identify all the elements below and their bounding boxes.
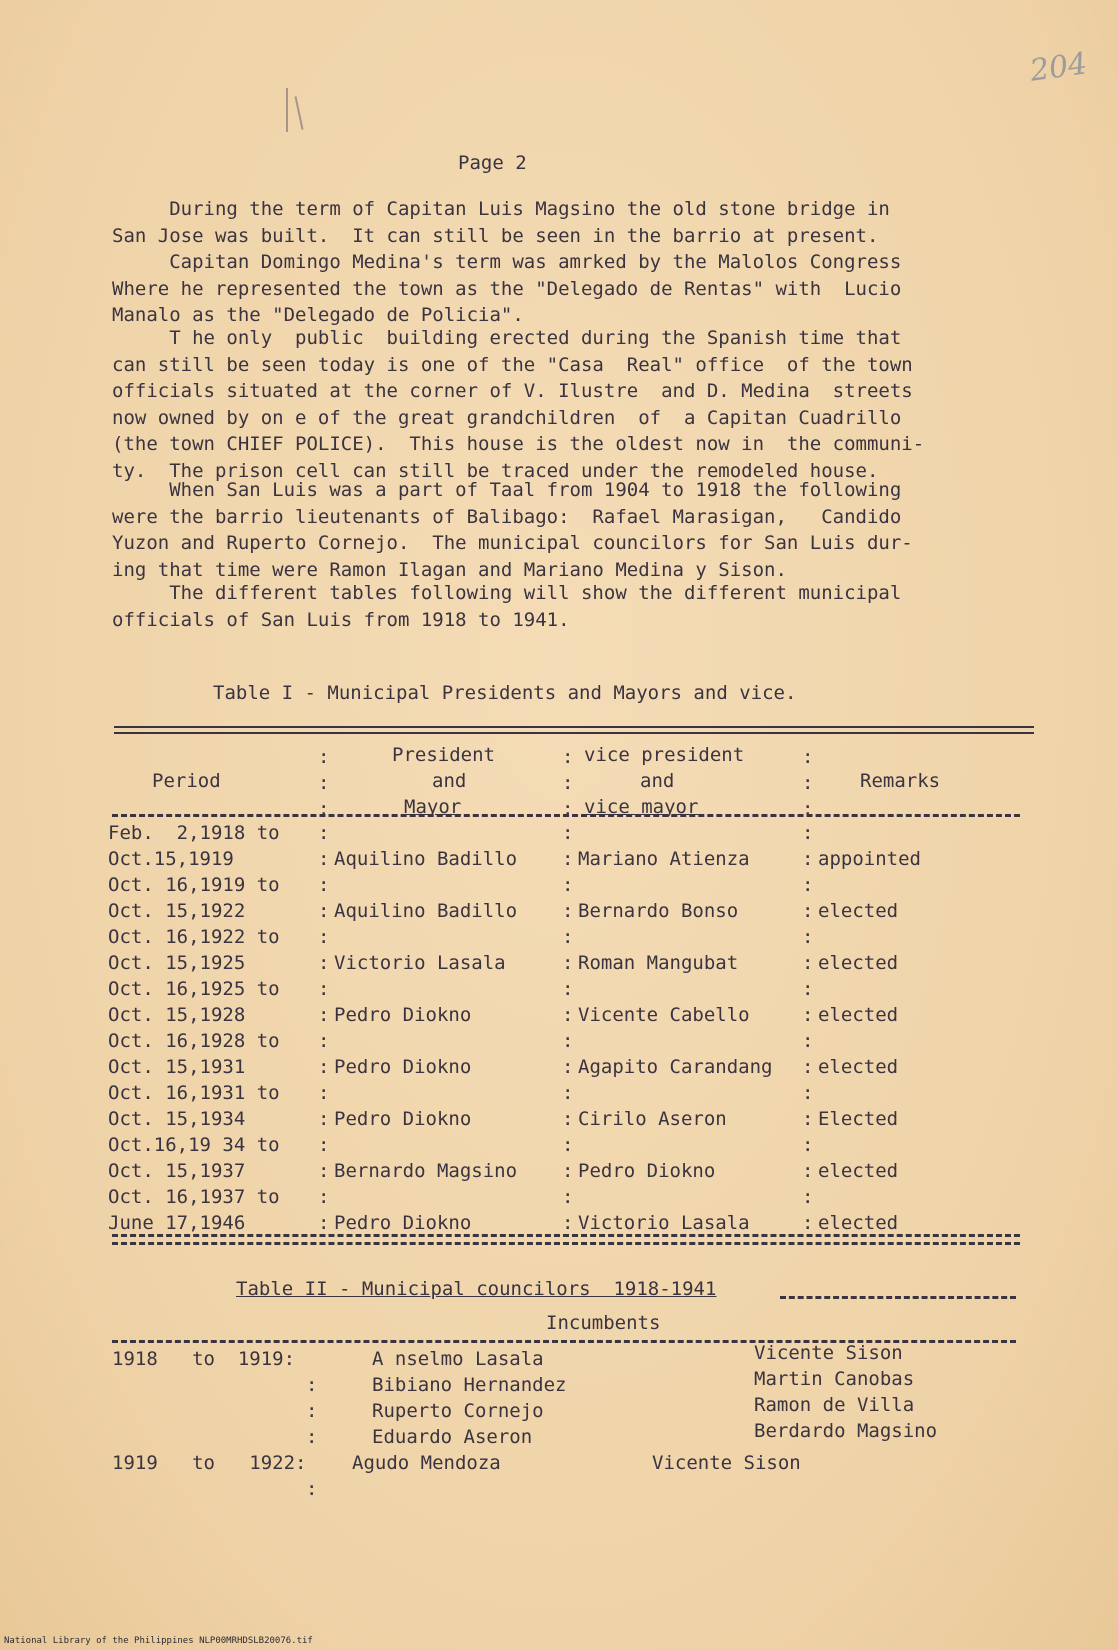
table2-header: Incumbents <box>546 1312 661 1334</box>
period-from-cell: Oct. 16,1922 to <box>108 926 280 948</box>
period-from-cell: Oct.16,19 34 to <box>108 1134 280 1156</box>
vice-cell: Mariano Atienza <box>578 848 750 870</box>
remarks-cell: elected <box>818 1160 899 1182</box>
page-title: Page 2 <box>458 152 527 174</box>
table1-top-rule <box>114 726 1034 728</box>
period-from-cell: Feb. 2,1918 to <box>108 822 280 844</box>
pencil-mark <box>294 96 303 130</box>
paragraph-taal: When San Luis was a part of Taal from 1904 to 1918 the following were the barrio lieutenants of Balibago: Rafael Marasigan, Candido Yuzon and Ruperto Cornejo. The municipal councilors for San Luis dur- ing that time were Ramon Ilagan and Mariano Medina y Sison. <box>112 479 913 581</box>
table1-header-president-and: and <box>432 770 467 792</box>
table1-header-remarks: Remarks <box>860 770 941 792</box>
table1-separator: : <box>802 900 814 922</box>
table1-separator: : <box>802 1004 814 1026</box>
pencil-mark <box>286 88 288 132</box>
councilor-period: 1919 to 1922: <box>112 1452 307 1474</box>
table1-separator: : <box>562 1108 574 1130</box>
table1-separator: : <box>562 848 574 870</box>
table1-header-vice-mayor: vice mayor <box>584 796 699 818</box>
period-to-cell: Oct. 15,1928 <box>108 1004 246 1026</box>
table1-separator: : <box>318 1108 330 1130</box>
councilor-name: Berdardo Magsino <box>754 1420 938 1442</box>
period-from-cell: Oct. 16,1928 to <box>108 1030 280 1052</box>
president-cell: Bernardo Magsino <box>334 1160 518 1182</box>
table1-separator: : <box>802 1030 814 1052</box>
president-cell: Pedro Diokno <box>334 1004 472 1026</box>
vice-cell: Pedro Diokno <box>578 1160 716 1182</box>
table1-separator: : <box>562 1134 574 1156</box>
paragraph-tables-intro: The different tables following will show the different municipal officials of San Luis from 1918 to 1941. <box>112 582 902 631</box>
period-from-cell: Oct. 16,1931 to <box>108 1082 280 1104</box>
table2-separator: : <box>306 1374 318 1396</box>
remarks-cell: Elected <box>818 1108 899 1130</box>
table1-separator: : <box>562 1082 574 1104</box>
president-cell: Pedro Diokno <box>334 1212 472 1234</box>
table1-separator: : : : <box>318 746 330 820</box>
table1-top-rule <box>114 732 1034 734</box>
councilor-name: Eduardo Aseron <box>372 1426 533 1448</box>
table1-separator: : <box>802 926 814 948</box>
councilor-name: Vicente Sison <box>652 1452 801 1474</box>
vice-cell: Victorio Lasala <box>578 1212 750 1234</box>
table1-separator: : <box>318 1160 330 1182</box>
vice-cell: Roman Mangubat <box>578 952 739 974</box>
paragraph-bridge: During the term of Capitan Luis Magsino the old stone bridge in San Jose was built. It can still be seen in the barrio at present. <box>112 198 890 247</box>
table1-separator: : <box>318 874 330 896</box>
table1-separator: : <box>562 926 574 948</box>
period-to-cell: Oct. 15,1931 <box>108 1056 246 1078</box>
table2-separator: : <box>306 1426 318 1448</box>
table1-separator: : <box>802 978 814 1000</box>
archive-footer: National Library of the Philippines NLP00MRHDSLB20076.tif <box>4 1636 313 1646</box>
vice-cell: Agapito Carandang <box>578 1056 773 1078</box>
period-from-cell: Oct. 16,1925 to <box>108 978 280 1000</box>
table1-separator: : <box>802 952 814 974</box>
table1-separator: : <box>562 900 574 922</box>
table1-caption: Table I - Municipal Presidents and Mayors and vice. <box>213 682 797 704</box>
table1-header-president: President <box>392 744 495 766</box>
councilor-name: Ruperto Cornejo <box>372 1400 544 1422</box>
period-from-cell: Oct. 16,1937 to <box>108 1186 280 1208</box>
table1-header-mayor: Mayor <box>404 796 462 818</box>
table1-separator: : <box>318 1082 330 1104</box>
paragraph-casa-real: T he only public building erected during the Spanish time that can still be seen today is one of the "Casa Real" office of the town officials situated at the corner of V. Ilustre and D. Medina streets now owned by on e of the great grandchildren of a Capitan Cuadrillo (the town CHIEF POLICE). This house is the oldest now in the communi- ty. The prison cell can still be traced under the remodeled house. <box>112 327 925 482</box>
remarks-cell: elected <box>818 1212 899 1234</box>
vice-cell: Bernardo Bonso <box>578 900 739 922</box>
vice-cell: Cirilo Aseron <box>578 1108 727 1130</box>
paragraph-medina: Capitan Domingo Medina's term was amrked by the Malolos Congress Where he represented the town as the "Delegado de Rentas" with Lucio Manalo as the "Delegado de Policia". <box>112 251 902 327</box>
remarks-cell: appointed <box>818 848 921 870</box>
table1-separator: : <box>318 1212 330 1234</box>
councilor-name: A nselmo Lasala <box>372 1348 544 1370</box>
table1-separator: : <box>562 874 574 896</box>
councilor-name: Vicente Sison <box>754 1342 903 1364</box>
table1-separator: : <box>318 822 330 844</box>
table1-separator: : <box>802 848 814 870</box>
period-to-cell: Oct. 15,1937 <box>108 1160 246 1182</box>
table1-separator: : <box>318 900 330 922</box>
councilor-name: Agudo Mendoza <box>352 1452 501 1474</box>
table1-separator: : <box>802 1082 814 1104</box>
table1-separator: : <box>802 874 814 896</box>
table1-separator: : <box>318 1186 330 1208</box>
table1-header-vice: vice president <box>584 744 745 766</box>
remarks-cell: elected <box>818 1004 899 1026</box>
councilor-name: Martin Canobas <box>754 1368 915 1390</box>
table1-separator: : : : <box>562 746 574 820</box>
table1-separator: : <box>562 1004 574 1026</box>
table1-separator: : <box>802 822 814 844</box>
table1-separator: : <box>562 822 574 844</box>
table1-separator: : <box>802 1108 814 1130</box>
period-to-cell: Oct. 15,1925 <box>108 952 246 974</box>
table1-separator: : <box>802 1212 814 1234</box>
table1-header-vice-and: and <box>640 770 675 792</box>
table2-caption: Table II - Municipal councilors 1918-1941 <box>236 1278 717 1300</box>
table1-separator: : <box>562 1160 574 1182</box>
president-cell: Aquilino Badillo <box>334 848 518 870</box>
table1-separator: : <box>562 1212 574 1234</box>
period-to-cell: Oct. 15,1922 <box>108 900 246 922</box>
table1-separator: : <box>802 1186 814 1208</box>
table1-separator: : <box>802 1160 814 1182</box>
table1-header-rule <box>112 814 1020 817</box>
president-cell: Aquilino Badillo <box>334 900 518 922</box>
table1-bottom-rule <box>112 1234 1020 1237</box>
president-cell: Victorio Lasala <box>334 952 506 974</box>
table1-separator: : <box>318 1030 330 1052</box>
table2-separator: : <box>306 1400 318 1422</box>
table2-caption-rule <box>780 1296 1016 1299</box>
president-cell: Pedro Diokno <box>334 1056 472 1078</box>
period-to-cell: Oct. 15,1934 <box>108 1108 246 1130</box>
period-from-cell: Oct. 16,1919 to <box>108 874 280 896</box>
folio-number: 204 <box>1027 46 1090 89</box>
table1-separator: : <box>562 1186 574 1208</box>
remarks-cell: elected <box>818 1056 899 1078</box>
period-to-cell: June 17,1946 <box>108 1212 246 1234</box>
table1-header-period: Period <box>152 770 221 792</box>
table1-separator: : <box>562 978 574 1000</box>
table1-separator: : <box>318 1004 330 1026</box>
table1-separator: : <box>562 952 574 974</box>
vice-cell: Vicente Cabello <box>578 1004 750 1026</box>
remarks-cell: elected <box>818 900 899 922</box>
table1-separator: : <box>802 1134 814 1156</box>
councilor-name: Bibiano Hernandez <box>372 1374 567 1396</box>
table1-separator: : <box>802 1056 814 1078</box>
table1-separator: : <box>318 1056 330 1078</box>
remarks-cell: elected <box>818 952 899 974</box>
table1-separator: : <box>318 1134 330 1156</box>
table1-separator: : <box>562 1056 574 1078</box>
table1-separator: : <box>318 952 330 974</box>
councilor-period: 1918 to 1919: <box>112 1348 296 1370</box>
table1-separator: : <box>318 926 330 948</box>
table1-separator: : : : <box>802 746 814 820</box>
period-to-cell: Oct.15,1919 <box>108 848 234 870</box>
table1-bottom-rule <box>112 1242 1020 1245</box>
president-cell: Pedro Diokno <box>334 1108 472 1130</box>
table2-separator: : <box>306 1478 318 1500</box>
councilor-name: Ramon de Villa <box>754 1394 915 1416</box>
table1-separator: : <box>318 978 330 1000</box>
table1-separator: : <box>318 848 330 870</box>
table1-separator: : <box>562 1030 574 1052</box>
